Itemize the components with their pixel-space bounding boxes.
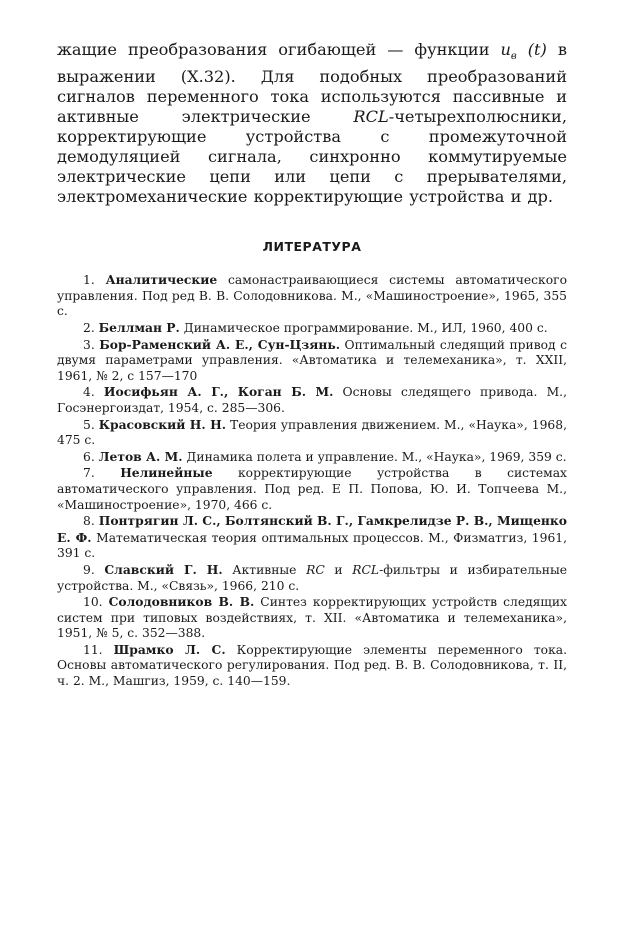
reference-author: Аналитические xyxy=(105,272,218,288)
reference-item: 7. Нелинейные корректирующие устройства в системах автоматического управления. Под ред. Е П. Попова, Ю. И. Топчеева М., «Машиностроение», 1970, 466 с. xyxy=(57,465,567,512)
reference-author: Солодовников В. В. xyxy=(108,594,255,610)
reference-item: 1. Аналитические самонастраивающиеся системы автоматического управления. Под ред В. В. Солодовникова. М., «Машиностроение», 1965, 355 с. xyxy=(57,272,567,319)
paragraph-text-3: -четырехполюсники, корректирующие устройства с промежуточной демодуляцией сигнала, синхронно коммутируемые электрические цепи или цепи с прерывателями, электромеханические корректирующие устройства и др. xyxy=(57,107,567,207)
references-heading: ЛИТЕРАТУРА xyxy=(262,239,362,255)
reference-author: Летов А. М. xyxy=(98,448,183,464)
reference-item: 11. Шрамко Л. С. Корректирующие элементы переменного тока. Основы автоматического регулирования. Под ред. В. В. Солодовникова, т. II, ч. 2. М., Машгиз, 1959, с. 140—159. xyxy=(57,641,567,689)
references-list xyxy=(57,272,567,689)
reference-author: Шрамко Л. С. xyxy=(113,641,226,657)
reference-item: 9. Славский Г. Н. Активные RC и RCL-фильтры и избирательные устройства. М., «Связь», 1966, 210 с. xyxy=(57,561,568,593)
reference-author: Славский Г. Н. xyxy=(104,561,223,577)
reference-author: Понтрягин Л. С., Болтянский В. Г., Гамкрелидзе Р. В., Мищенко Е. Ф. xyxy=(57,513,567,545)
paragraph-text-2: в выражении (X.32). Для подобных преобразований сигналов переменного тока используются пассивные и активные электрические xyxy=(57,40,567,127)
reference-author: Беллман Р. xyxy=(98,320,180,336)
reference-item: 8. Понтрягин Л. С., Болтянский В. Г., Гамкрелидзе Р. В., Мищенко Е. Ф. Математическая теория оптимальных процессов. М., Физматгиз, 1961, 391 с. xyxy=(57,513,567,561)
reference-author: Нелинейные xyxy=(120,465,213,481)
page-content xyxy=(57,40,567,690)
reference-author: Иосифьян А. Г., Коган Б. М. xyxy=(103,384,334,400)
formula-u: $u_в$ (t) xyxy=(500,40,547,63)
reference-item: 3. Бор-Раменский А. Е., Сун-Цзянь. Оптимальный следящий привод с двумя параметрами управления. «Автоматика и телемеханика», т. XXII, 1961, № 2, с 157—170 xyxy=(57,336,567,383)
paragraph-text-1: жащие преобразования огибающей — функции xyxy=(57,40,501,59)
reference-item: 10. Солодовников В. В. Синтез корректирующих устройств следящих систем при типовых воздействиях, т. XII. «Автоматика и телемеханика», 1951, № 5, с. 352—388. xyxy=(57,594,567,641)
reference-item: 6. Летов А. М. Динамика полета и управление. М., «Наука», 1969, 359 с. xyxy=(83,448,567,464)
reference-author: Красовский Н. Н. xyxy=(98,416,226,432)
rcl-term: RCL xyxy=(353,107,389,127)
body-paragraph xyxy=(57,40,567,207)
reference-author: Бор-Раменский А. Е., Сун-Цзянь. xyxy=(99,336,340,352)
reference-item: 5. Красовский Н. Н. Теория управления движением. М., «Наука», 1968, 475 с. xyxy=(57,416,567,448)
reference-item: 4. Иосифьян А. Г., Коган Б. М. Основы следящего привода. М., Госэнергоиздат, 1954, с. 285—306. xyxy=(57,384,567,415)
reference-item: 2. Беллман Р. Динамическое программирование. М., ИЛ, 1960, 400 с. xyxy=(83,320,548,336)
